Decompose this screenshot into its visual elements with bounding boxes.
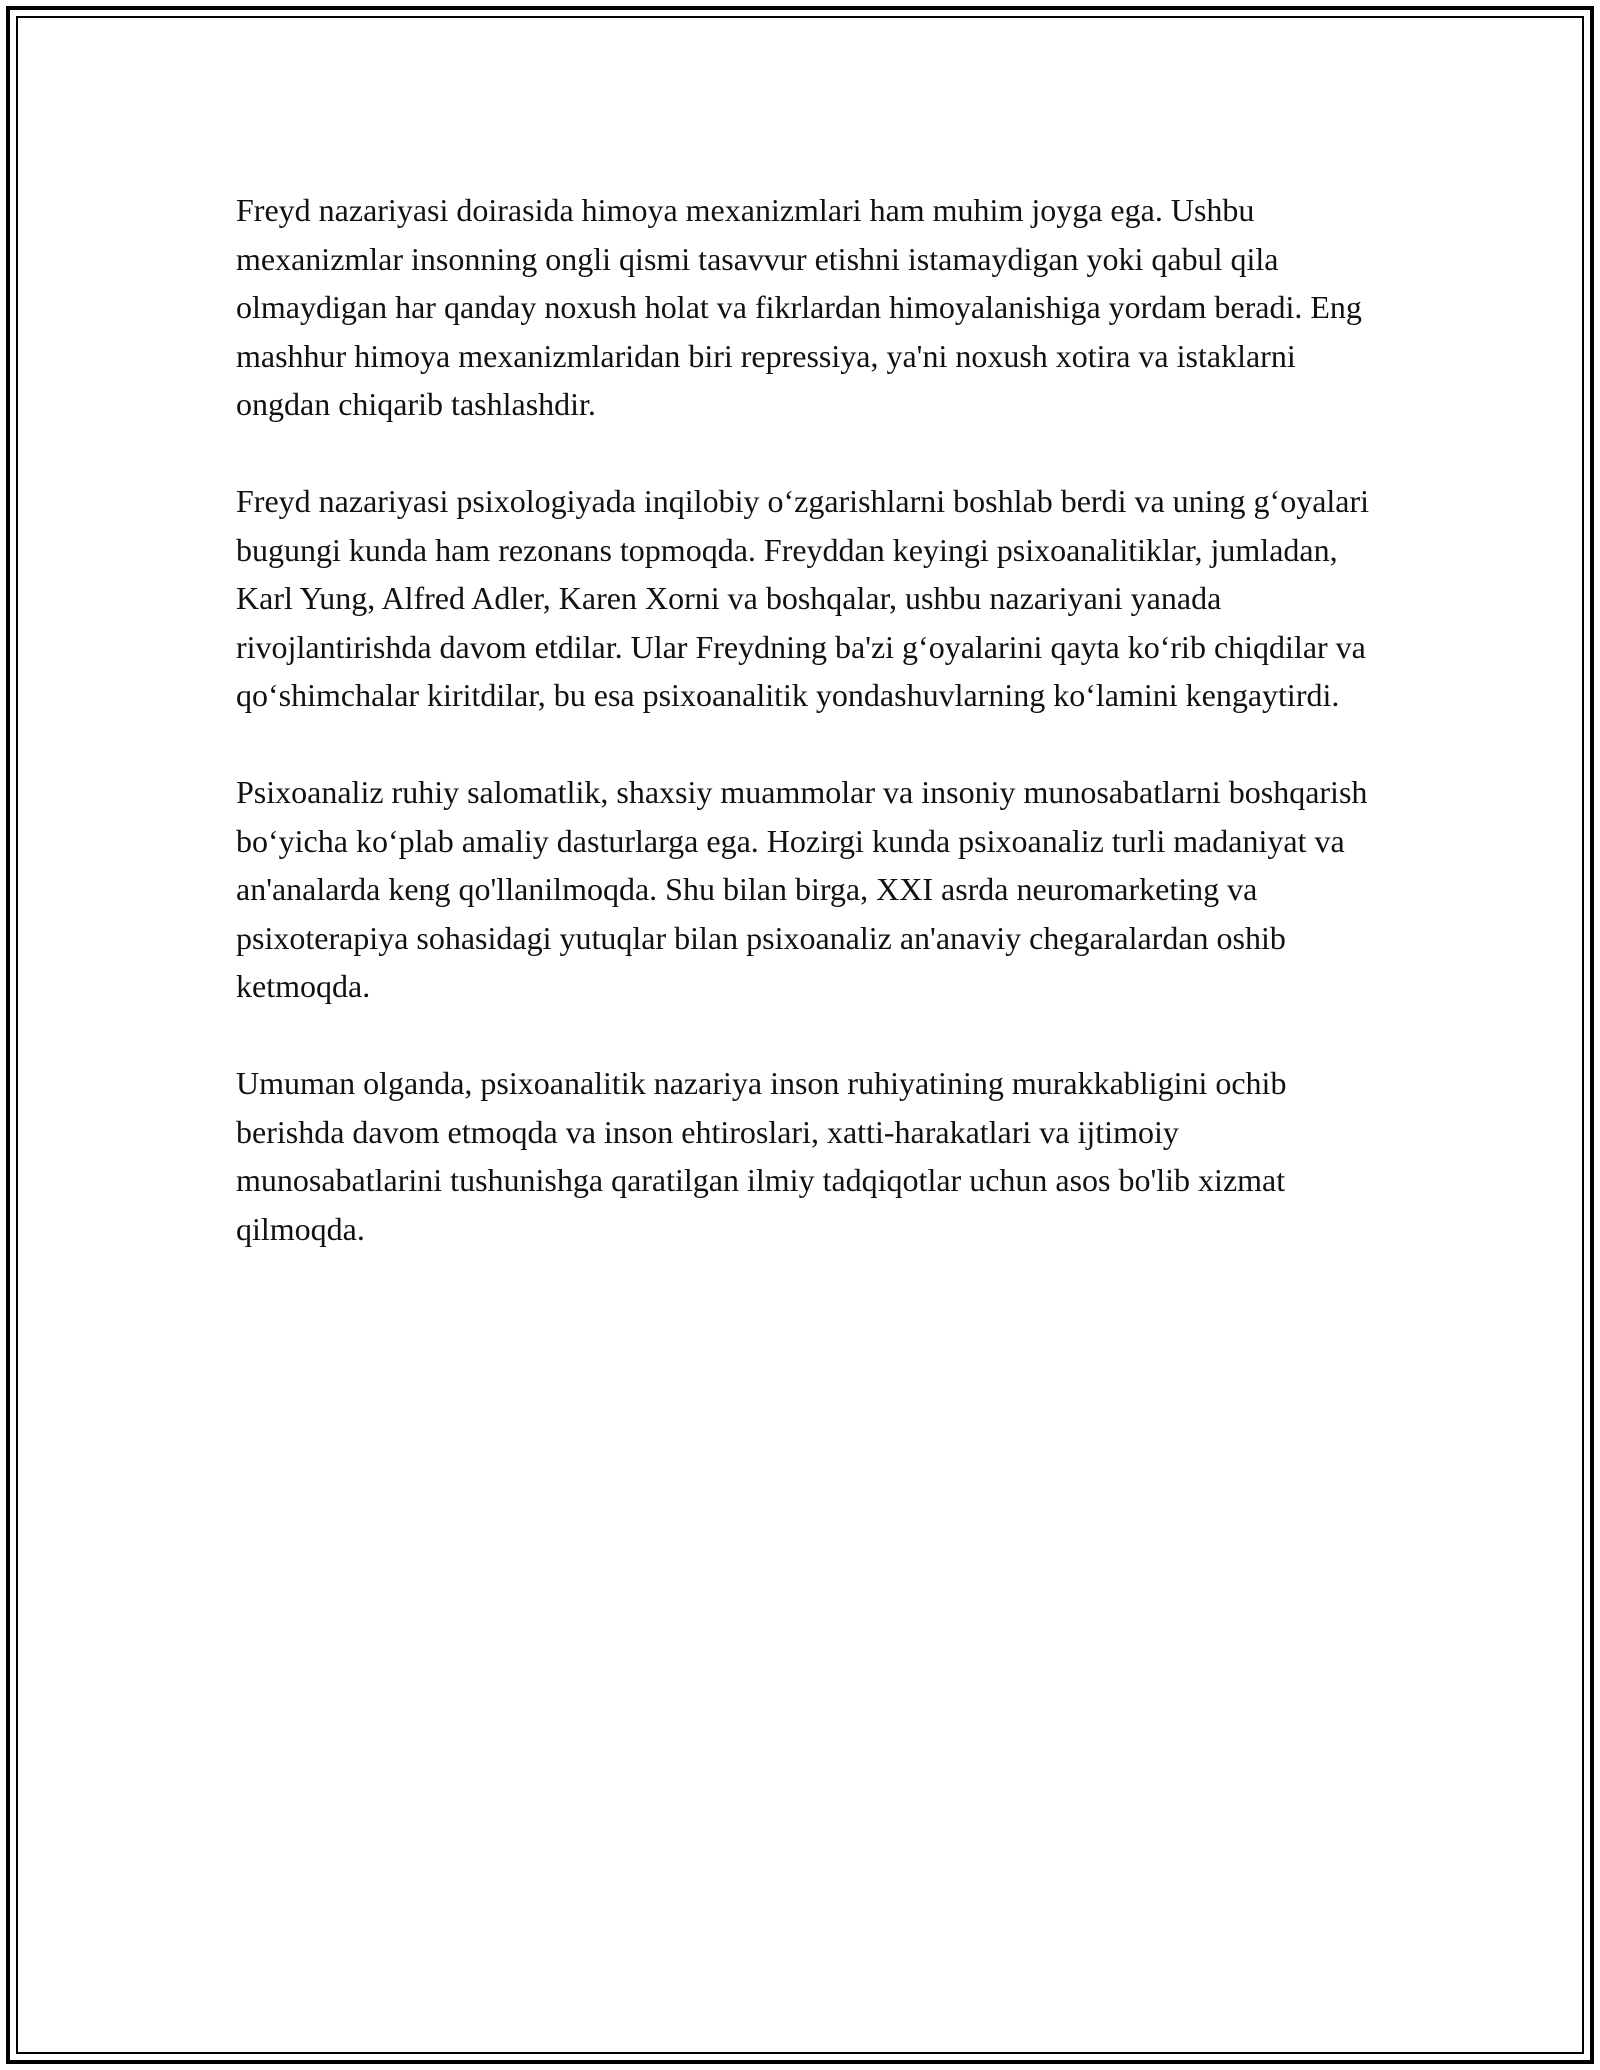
document-body — [236, 186, 1376, 1302]
paragraph-freyd-nazariyasi-tasiri: Freyd nazariyasi psixologiyada inqilobiy o‘zgarishlarni boshlab berdi va uning g‘oyalari bugungi kunda ham rezonans topmoqda. Freyddan keyingi psixoanalitiklar, jumladan, Karl Yung, Alfred Adler, Karen Xorni va boshqalar, ushbu nazariyani yanada rivojlantirishda davom etdilar. Ular Freydning ba'zi g‘oyalarini qayta ko‘rib chiqdilar va qo‘shimchalar kiritdilar, bu esa psixoanalitik yondashuvlarning ko‘lamini kengaytirdi. — [236, 483, 1370, 713]
paragraph-himoya-mexanizmlari: Freyd nazariyasi doirasida himoya mexanizmlari ham muhim joyga ega. Ushbu mexanizmlar insonning ongli qismi tasavvur etishni istamaydigan yoki qabul qila olmaydigan har qanday noxush holat va fikrlardan himoyalanishiga yordam beradi. Eng mashhur himoya mexanizmlaridan biri repressiya, ya'ni noxush xotira va istaklarni ongdan chiqarib tashlashdir. — [236, 192, 1362, 422]
paragraph-xulosa: Umuman olganda, psixoanalitik nazariya inson ruhiyatining murakkabligini ochib berishda davom etmoqda va inson ehtiroslari, xatti-harakatlari va ijtimoiy munosabatlarini tushunishga qaratilgan ilmiy tadqiqotlar uchun asos bo'lib xizmat qilmoqda. — [236, 1065, 1287, 1247]
paragraph-psixoanaliz-amaliyoti: Psixoanaliz ruhiy salomatlik, shaxsiy muammolar va insoniy munosabatlarni boshqarish bo‘yicha ko‘plab amaliy dasturlarga ega. Hozirgi kunda psixoanaliz turli madaniyat va an'analarda keng qo'llanilmoqda. Shu bilan birga, XXI asrda neuromarketing va psixoterapiya sohasidagi yutuqlar bilan psixoanaliz an'anaviy chegaralardan oshib ketmoqda. — [236, 774, 1368, 1004]
